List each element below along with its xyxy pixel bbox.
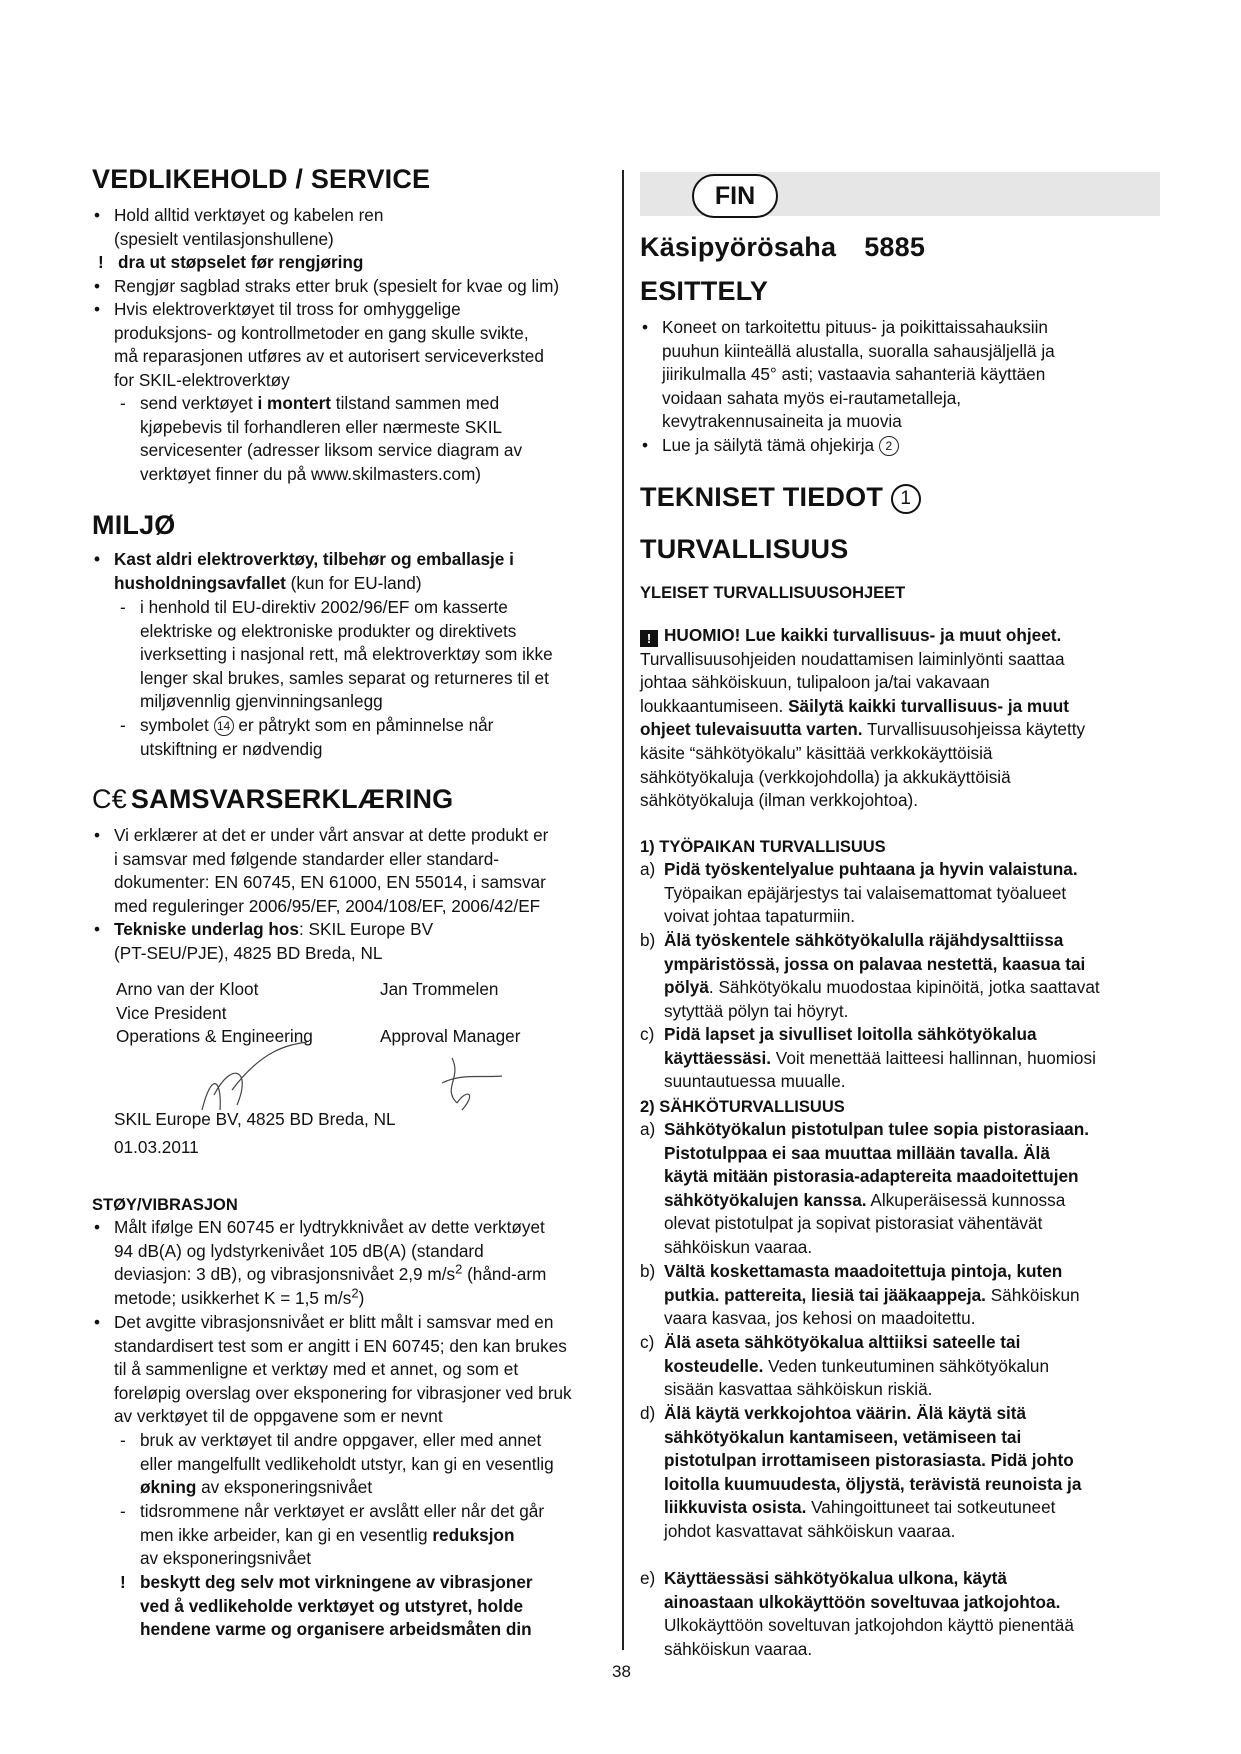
list-item: • Hold alltid verktøyet og kabelen ren (spesielt ventilasjonshullene) (92, 204, 383, 251)
warning-icon: ! (640, 630, 658, 647)
heading-vedlikehold: VEDLIKEHOLD / SERVICE (92, 164, 431, 194)
list-item: • Vi erklærer at det er under vårt ansvar at dette produkt er i samsvar med følgende standarder eller standard- dokumenter: EN 60745, EN 61000, EN 55014, i samsvar med reguleringer 2006/95/EF, 2004/108/EF, 2006/42/EF (92, 824, 548, 918)
safety-item-2a: a) Sähkötyökalun pistotulpan tulee sopia pistorasiaan. Pistotulppaa ei saa muuttaa millään tavalla. Älä käytä mitään pistorasia-adaptereita maadoitettujen sähkötyökalujen kanssa. Alkuperäisessä kunnossa olevat pistotulpat ja sopivat pistorasiat vähentävät sähköiskun vaaraa. (640, 1119, 1089, 1257)
signatory-1: Arno van der Kloot Vice President Operations & Engineering (116, 979, 313, 1047)
language-bar (640, 172, 1160, 216)
ce-mark: C€ (92, 784, 127, 814)
company-address: SKIL Europe BV, 4825 BD Breda, NL (114, 1109, 396, 1129)
page-number: 38 (612, 1662, 631, 1681)
list-item: • Tekniske underlag hos: SKIL Europe BV (PT-SEU/PJE), 4825 BD Breda, NL (92, 918, 433, 965)
sub-item: - tidsrommene når verktøyet er avslått eller når det går men ikke arbeider, kan gi en vesentlig reduksjon av eksponeringsnivået (114, 1500, 544, 1571)
ref-number-2: 2 (879, 436, 899, 456)
product-title: Käsipyörösaha 5885 (640, 232, 926, 262)
heading-stoy: STØY/VIBRASJON (92, 1196, 238, 1214)
subheading-workplace-safety: 1) TYÖPAIKAN TURVALLISUUS (640, 838, 886, 856)
heading-esittely: ESITTELY (640, 276, 769, 306)
subheading-electrical-safety: 2) SÄHKÖTURVALLISUUS (640, 1098, 845, 1116)
heading-turvallisuus: TURVALLISUUS (640, 534, 849, 564)
declaration-date: 01.03.2011 (114, 1137, 199, 1157)
heading-samsvar: C€ SAMSVARSERKLÆRING (92, 784, 454, 814)
list-item: • Lue ja säilytä tämä ohjekirja 2 (640, 434, 899, 458)
sub-item: - bruk av verktøyet til andre oppgaver, eller med annet eller mangelfullt vedlikeholdt utstyr, kan gi en vesentlig økning av eksponeringsnivået (114, 1429, 554, 1500)
ref-number-14: 14 (214, 716, 234, 736)
heading-miljo: MILJØ (92, 510, 176, 540)
sub-item: - send verktøyet i montert tilstand sammen med kjøpebevis til forhandleren eller nærmeste SKIL servicesenter (adresser liksom service diagram av verktøyet finner du på www.skilmasters.com) (114, 392, 522, 486)
sub-item: - i henhold til EU-direktiv 2002/96/EF om kasserte elektriske og elektroniske produkter og direktivets iverksetting i nasjonal rett, må elektroverktøy som ikke lenger skal brukes, samles separat og returneres til et miljøvennlig gjenvinningsanlegg (114, 596, 553, 714)
safety-item-2b: b) Vältä koskettamasta maadoitettuja pintoja, kuten putkia. pattereita, liesiä tai jääkaappeja. Sähköiskun vaara kasvaa, jos kehosi on maadoitettu. (640, 1261, 1080, 1329)
warning-note: ! dra ut støpselet før rengjøring (92, 251, 363, 275)
safety-item-1c: c) Pidä lapset ja sivulliset loitolla sähkötyökalua käyttäessäsi. Voit menettää laitteesi hallinnan, huomiosi suuntautuessa muualle. (640, 1024, 1096, 1092)
warning-note: ! beskytt deg selv mot virkningene av vibrasjoner ved å vedlikeholde verktøyet og utstyret, holde hendene varme og organisere arbeidsmåten din (114, 1571, 533, 1642)
safety-item-1a: a) Pidä työskentelyalue puhtaana ja hyvin valaistuna. Työpaikan epäjärjestys tai valaisemattomat työalueet voivat johtaa tapaturmiin. (640, 859, 1078, 927)
safety-item-2d: d) Älä käytä verkkojohtoa väärin. Älä käytä sitä sähkötyökalun kantamiseen, vetämiseen tai pistotulpan irrottamiseen pistorasiasta. Pidä johto loitolla kuumuudesta, öljystä, terävistä reunoista ja liikkuvista osista. Vahingoittuneet tai sotkeutuneet johdot kasvattavat sähköiskun vaaraa. (640, 1403, 1082, 1541)
safety-intro: ! HUOMIO! Lue kaikki turvallisuus- ja muut ohjeet. Turvallisuusohjeiden noudattamisen laiminlyönti saattaa johtaa sähköiskuun, tulipaloon ja/tai vakavaan loukkaantumiseen. Säilytä kaikki turvallisuus- ja muut ohjeet tulevaisuutta varten. Turvallisuusohjeissa käytetty käsite “sähkötyökalu” käsittää verkkokäyttöisiä sähkötyökaluja (verkkojohdolla) ja akkukäyttöisiä sähkötyökaluja (ilman verkkojohtoa). (640, 625, 1086, 811)
list-item: • Hvis elektroverktøyet til tross for omhyggelige produksjons- og kontrollmetoder en gang skulle svikte, må reparasjonen utføres av et autorisert serviceverksted for SKIL-elektroverktøy (92, 298, 544, 392)
heading-tekniset: TEKNISET TIEDOT 1 (640, 482, 921, 514)
safety-item-1b: b) Älä työskentele sähkötyökalulla räjähdysalttiissa ympäristössä, jossa on palavaa nestettä, kaasua tai pölyä. Sähkötyökalu muodostaa kipinöitä, jotka saattavat sytyttää pölyn tai höyryt. (640, 930, 1100, 1021)
sub-item: - symbolet 14 er påtrykt som en påminnelse når utskiftning er nødvendig (114, 714, 493, 761)
signatory-2: Jan Trommelen Approval Manager (380, 979, 521, 1047)
list-item: • Målt ifølge EN 60745 er lydtrykknivået av dette verktøyet 94 dB(A) og lydstyrkenivået 105 dB(A) (standard deviasjon: 3 dB), og vibrasjonsnivået 2,9 $m/s^2$ (hånd-arm metode; usikkerhet K = 1,5 $m/s^2$) (92, 1216, 546, 1310)
language-badge: FIN (692, 174, 778, 218)
subheading-general-safety: YLEISET TURVALLISUUSOHJEET (640, 584, 906, 602)
safety-item-2e: e) Käyttäessäsi sähkötyökalua ulkona, käytä ainoastaan ulkokäyttöön soveltuvaa jatkojohtoa. Ulkokäyttöön soveltuvan jatkojohdon käyttö pienentää sähköiskun vaaraa. (640, 1568, 1074, 1659)
signature-2-graphic (422, 1048, 512, 1118)
list-item: • Koneet on tarkoitettu pituus- ja poikittaissahauksiin puuhun kiinteällä alustalla, suoralla sahausjäljellä ja jiirikulmalla 45° asti; vastaavia sahanteriä käyttäen voidaan sahata myös ei-rautametalleja, kevytrakennusaineita ja muovia (640, 316, 1055, 434)
list-item: • Rengjør sagblad straks etter bruk (spesielt for kvae og lim) (92, 275, 559, 299)
list-item: • Det avgitte vibrasjonsnivået er blitt målt i samsvar med en standardisert test som er angitt i EN 60745; den kan brukes til å sammenligne et verktøy med et annet, og som et foreløpig overslag over eksponering for vibrasjoner ved bruk av verktøyet til de oppgavene som er nevnt (92, 1311, 634, 1429)
safety-item-2c: c) Älä aseta sähkötyökalua alttiiksi sateelle tai kosteudelle. Veden tunkeutuminen sähkötyökalun sisään kasvattaa sähköiskun riskiä. (640, 1332, 1050, 1400)
list-item: • Kast aldri elektroverktøy, tilbehør og emballasje i husholdningsavfallet (kun for EU-land) (92, 548, 514, 595)
ref-number-1: 1 (891, 484, 921, 514)
